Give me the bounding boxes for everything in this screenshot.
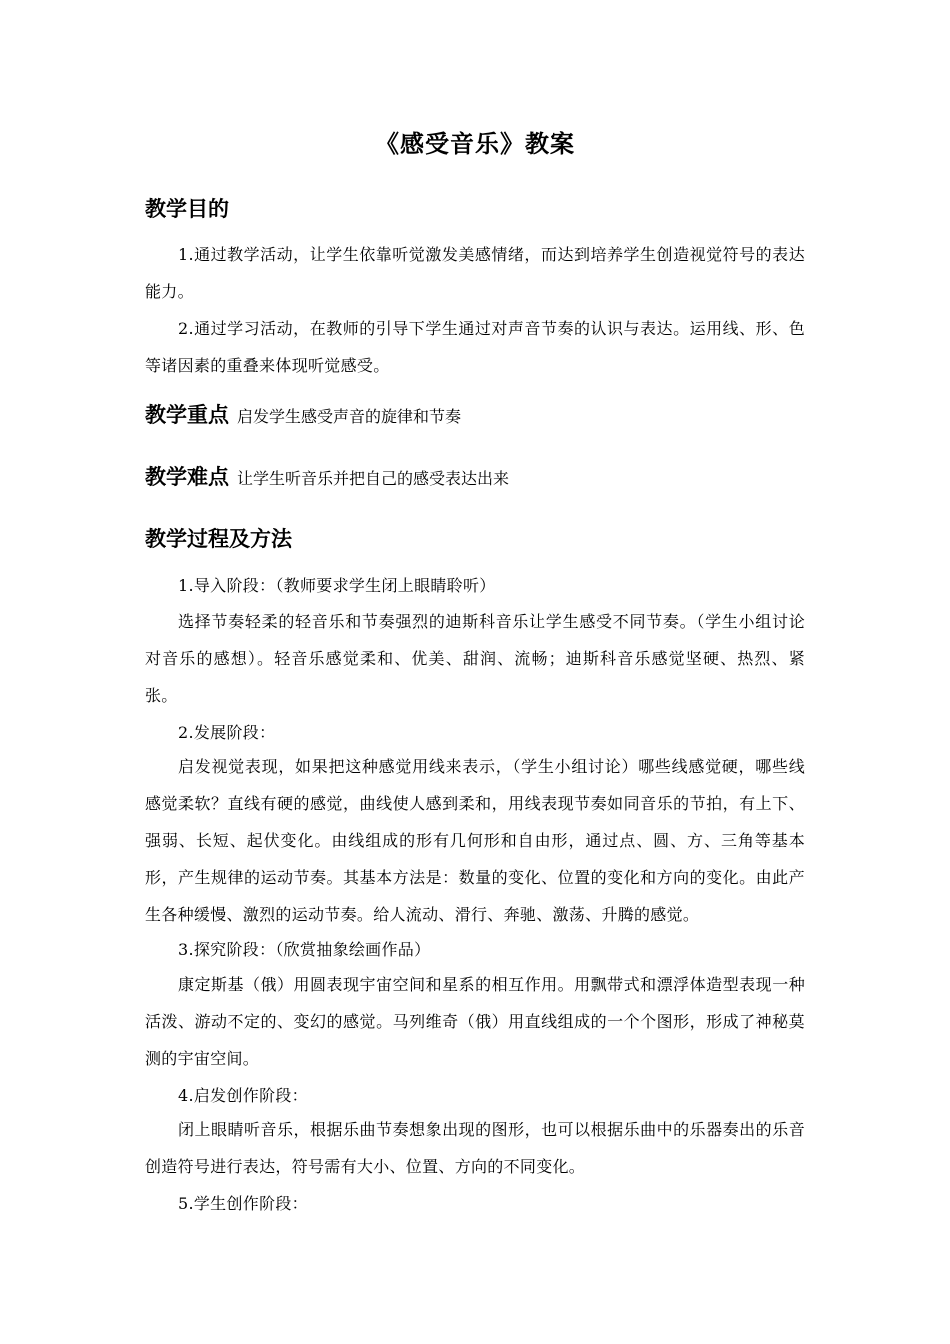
objective-item-2: 2.通过学习活动，在教师的引导下学生通过对声音节奏的认识与表达。运用线、形、色等诸因素的重叠来体现听觉感受。: [145, 319, 805, 375]
stage4-text: 闭上眼睛听音乐，根据乐曲节奏想象出现的图形，也可以根据乐曲中的乐器奏出的乐音创造符号进行表达，符号需有大小、位置、方向的不同变化。: [145, 1120, 805, 1176]
document-title: 《感受音乐》教案: [375, 129, 575, 158]
stage2-text: 启发视觉表现，如果把这种感觉用线来表示，（学生小组讨论）哪些线感觉硬，哪些线感觉柔软？直线有硬的感觉，曲线使人感到柔和，用线表现节奏如同音乐的节拍，有上下、强弱、长短、起伏变化。由线组成的形有几何形和自由形，通过点、圆、方、三角等基本形，产生规律的运动节奏。其基本方法是：数量的变化、位置的变化和方向的变化。由此产生各种缓慢、激烈的运动节奏。给人流动、滑行、奔驰、激荡、升腾的感觉。: [145, 757, 805, 924]
difficulty-text: 让学生听音乐并把自己的感受表达出来: [237, 469, 510, 488]
difficulty-section: [145, 461, 509, 491]
objective-item-1: 1.通过教学活动，让学生依靠听觉激发美感情绪，而达到培养学生创造视觉符号的表达能力。: [145, 245, 805, 301]
key-point-heading: 教学重点: [145, 403, 229, 427]
key-point-section: [145, 399, 461, 429]
stage3-title: 3.探究阶段：（欣赏抽象绘画作品）: [178, 940, 431, 959]
stage1-title: 1.导入阶段：（教师要求学生闭上眼睛聆听）: [178, 576, 496, 595]
stage1-text: 选择节奏轻柔的轻音乐和节奏强烈的迪斯科音乐让学生感受不同节奏。（学生小组讨论对音乐的感想）。轻音乐感觉柔和、优美、甜润、流畅；迪斯科音乐感觉坚硬、热烈、紧张。: [145, 612, 805, 705]
stage3-text: 康定斯基（俄）用圆表现宇宙空间和星系的相互作用。用飘带式和漂浮体造型表现一种活泼、游动不定的、变幻的感觉。马列维奇（俄）用直线组成的一个个图形，形成了神秘莫测的宇宙空间。: [145, 975, 805, 1068]
key-point-text: 启发学生感受声音的旋律和节奏: [237, 407, 462, 426]
stage4-title: 4.启发创作阶段：: [178, 1086, 308, 1105]
difficulty-heading: 教学难点: [145, 465, 229, 489]
objectives-heading: 教学目的: [145, 197, 229, 221]
process-heading: 教学过程及方法: [145, 527, 292, 551]
stage2-title: 2.发展阶段：: [178, 723, 276, 742]
stage5-title: 5.学生创作阶段：: [178, 1194, 308, 1213]
